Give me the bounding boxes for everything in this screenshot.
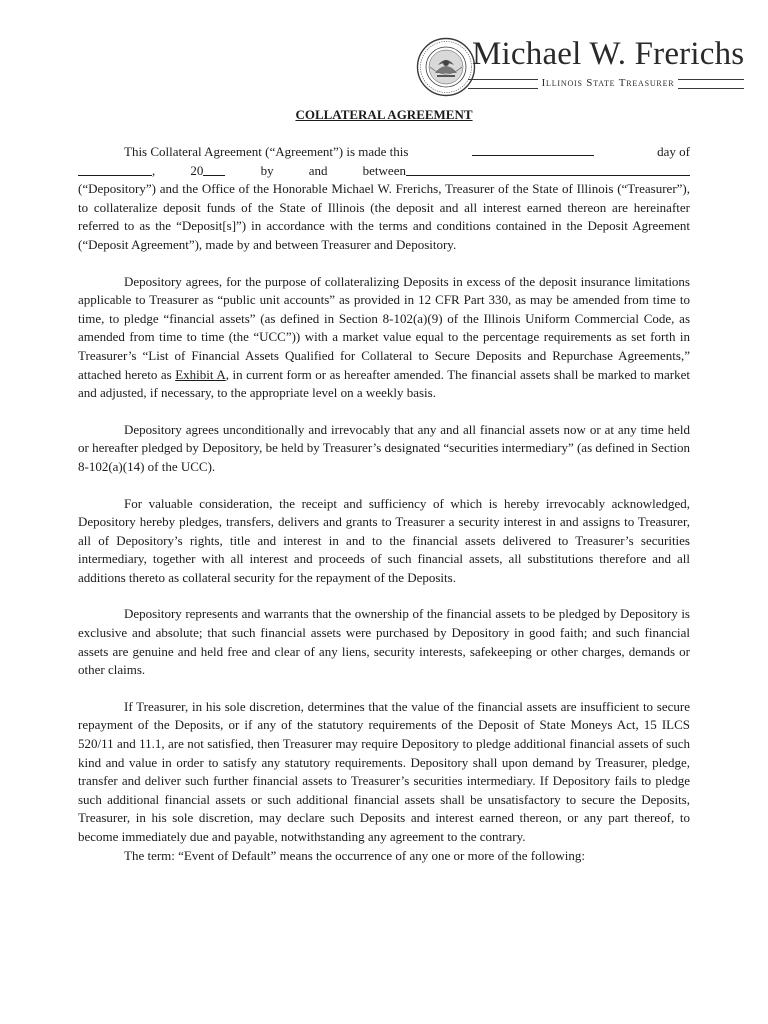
parties-text: (“Depository”) and the Office of the Honorable Michael W. Frerichs, Treasurer of the State of Illinois (“Treasurer”), to collateralize deposit funds of the State of Illinois (the deposit and all interest earned thereon are hereinafter referred to as the “Deposit[s]”) in accordance with the terms and conditions contained in the Deposit Agreement (“Deposit Agreement”), made by and between Treasurer and Depository. [78,181,690,252]
treasurer-name: Michael W. Frerichs [472,36,745,72]
treasurer-title: Illinois State Treasurer [538,75,678,91]
date-day-blank[interactable] [472,143,594,156]
letterhead [416,35,746,97]
paragraph-securities-intermediary: Depository agrees unconditionally and irrevocably that any and all financial assets now or at any time held or hereafter pledged by Depository, be held by Treasurer’s designated “securities intermediary” (as defined in Section 8-102(a)(14) of the UCC). [78,421,690,474]
depository-name-blank[interactable] [406,163,690,176]
paragraph-event-of-default: The term: “Event of Default” means the occurrence of any one or more of the following: [124,847,585,863]
parties-line-2: , 20 by and between [78,162,690,181]
date-year-blank[interactable] [203,163,225,176]
date-month-blank[interactable] [78,163,152,176]
paragraph-parties [78,143,690,255]
paragraph-security-interest: For valuable consideration, the receipt and sufficiency of which is hereby irrevocably acknowledged, Depository hereby pledges, transfers, delivers and grants to Treasurer a security interest in and assigns to Treasurer, all of Depository’s rights, title and interest in and to the financial assets delivered to Treasurer’s securities intermediary, together with all interest and proceeds of such financial assets, all substitutions therefore and all additions thereto as collateral security for the repayment of the Deposits. [78,495,690,585]
paragraph-representations: Depository represents and warrants that the ownership of the financial assets to be pledged by Depository is exclusive and absolute; that such financial assets were purchased by Depository in good faith; and such financial assets are genuine and held free and clear of any liens, security interests, safekeeping or other charges, demands or other claims. [78,606,690,678]
exhibit-a-reference: Exhibit A [175,366,226,382]
document-title: COLLATERAL AGREEMENT [295,107,473,122]
paragraph-additional-collateral: If Treasurer, in his sole discretion, determines that the value of the financial assets are insufficient to secure repayment of the Deposits, or if any of the statutory requirements of the Deposit of State Moneys Act, 15 ILCS 520/11 and 11.1, are not satisfied, then Treasurer may require Depository to pledge additional financial assets of such kind and value in order to satisfy any statutory requirements. Depository shall upon demand by Treasurer, pledge, transfer and deliver such further financial assets to Treasurer’s securities intermediary. If Depository fails to pledge such additional financial assets or such additional financial assets shall be unsatisfactory to secure the Deposits, Treasurer, in his sole discretion, may declare such Deposits and interest earned thereon, or any part thereof, to become immediately due and payable, notwithstanding any agreement to the contrary. [78,698,690,844]
parties-line-1: This Collateral Agreement (“Agreement”) is made this day of [124,144,690,159]
state-treasurer-seal [416,37,476,97]
document-body [78,107,690,865]
paragraph-pledge: Depository agrees, for the purpose of collateralizing Deposits in excess of the deposit insurance limitations applicable to Treasurer as “public unit accounts” as provided in 12 CFR Part 330, as may be amended from time to time, to pledge “financial assets” (as defined in Section 8-102(a)(9) of the Illinois Uniform Commercial Code, as amended from time to time (the “UCC”)) with a market value equal to the percentage requirements as set forth in Treasurer’s “List of Financial Assets Qualified for Collateral to Secure Deposits and Repurchase Agreements,” attached hereto as Exhibit A, in current form or as hereafter amended. The financial assets shall be marked to market and adjusted, if necessary, to the appropriate level on a weekly basis. [78,273,690,401]
